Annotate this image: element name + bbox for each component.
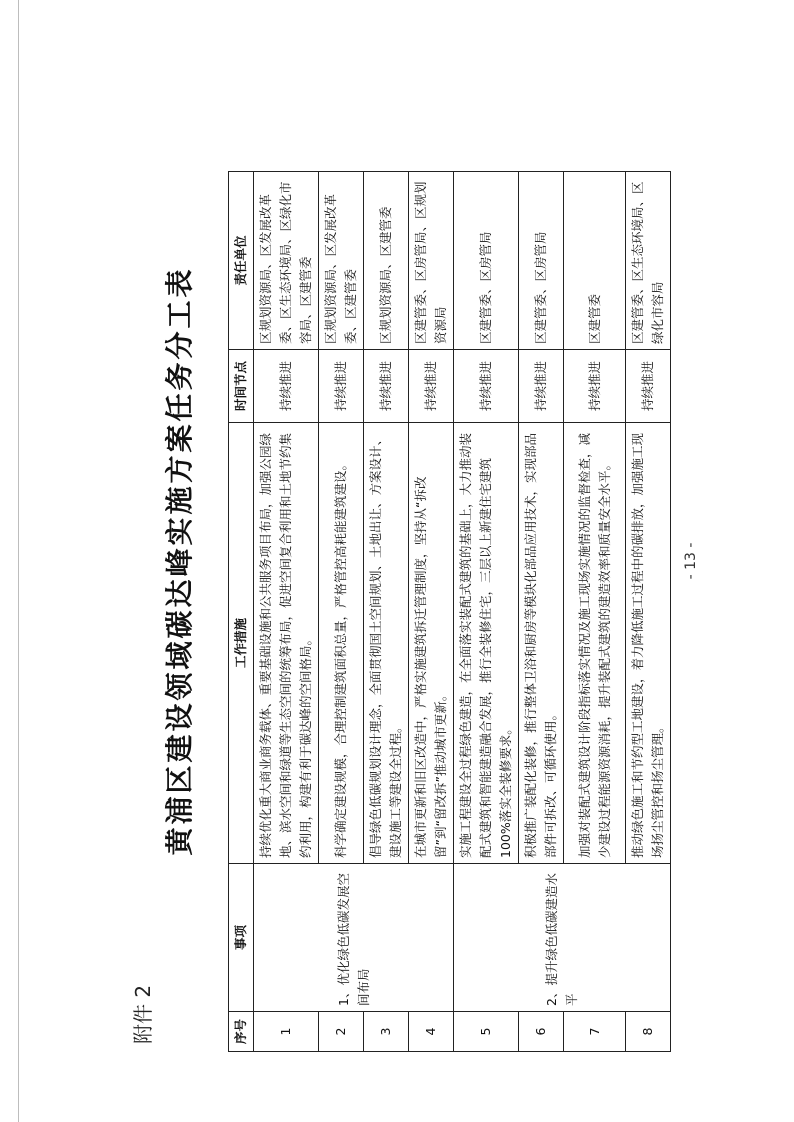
measure-cell: 持续优化重大商业商务载体、重要基础设施和公共服务项目布局，加强公园绿地、滨水空间和绿道等生态空间的统筹布局，促进空间复合利用和土地节约集约利用，构建有利于碳达峰的空间格局。 — [254, 423, 319, 864]
units-cell: 区建管委、区房管局 — [519, 172, 564, 350]
row-number: 2 — [319, 1012, 364, 1052]
table-header-row — [229, 172, 254, 1052]
measure-cell: 在城市更新和旧区改造中，严格实施建筑拆迁管理制度，坚持从“拆改留”到“留改拆”推动城市更新。 — [409, 423, 454, 864]
units-cell: 区规划资源局、区建管委 — [364, 172, 409, 350]
row-number: 8 — [626, 1012, 671, 1052]
scan-edge-line — [18, 0, 19, 1122]
measure-cell: 实施工程建设全过程绿色建造，在全面落实装配式建筑的基础上，大力推动装配式建筑和智能建造融合发展，推行全装修住宅，三层以上新建住宅建筑100%落实全装修要求。 — [454, 423, 519, 864]
page-number: - 13 - — [683, 542, 699, 580]
timeline-cell: 持续推进 — [364, 350, 409, 423]
timeline-cell: 持续推进 — [254, 350, 319, 423]
timeline-cell: 持续推进 — [454, 350, 519, 423]
header-timeline: 时间节点 — [229, 350, 254, 423]
row-number: 5 — [454, 1012, 519, 1052]
measure-cell: 积极推广装配化装修，推行整体卫浴和厨房等模块化部品应用技术，实现部品部件可拆改、可循环使用。 — [519, 423, 564, 864]
measure-cell: 推动绿色施工和节约型工地建设，着力降低施工过程中的碳排放，加强施工现场扬尘管控和扬尘管理。 — [626, 423, 671, 864]
header-no: 序号 — [229, 1012, 254, 1052]
page-title: 黄浦区建设领域碳达峰实施方案任务分工表 — [163, 266, 196, 856]
row-number: 1 — [254, 1012, 319, 1052]
units-cell: 区建管委、区生态环境局、区绿化市容局 — [626, 172, 671, 350]
timeline-cell: 持续推进 — [626, 350, 671, 423]
timeline-cell: 持续推进 — [409, 350, 454, 423]
units-cell: 区建管委、区房管局、区规划资源局 — [409, 172, 454, 350]
units-cell: 区规划资源局、区发展改革委、区生态环境局、区绿化市容局、区建管委 — [254, 172, 319, 350]
task-table — [228, 171, 671, 1052]
category-cell: 1、优化绿色低碳发展空间布局 — [254, 864, 454, 1012]
units-cell: 区规划资源局、区发展改革委、区建管委 — [319, 172, 364, 350]
header-item: 事项 — [229, 864, 254, 1012]
category-cell: 2、提升绿色低碳建造水平 — [454, 864, 671, 1012]
header-units: 责任单位 — [229, 172, 254, 350]
timeline-cell: 持续推进 — [564, 350, 626, 423]
table-row — [454, 172, 519, 1052]
measure-cell: 科学确定建设规模，合理控制建筑面积总量，严格管控高耗能建筑建设。 — [319, 423, 364, 864]
measure-cell: 加强对装配式建筑设计阶段指标落实情况及施工现场实施情况的监督检查，减少建设过程能源资源消耗，提升装配式建筑的建造效率和质量安全水平。 — [564, 423, 626, 864]
attachment-label: 附件 2 — [131, 984, 155, 1044]
row-number: 7 — [564, 1012, 626, 1052]
timeline-cell: 持续推进 — [319, 350, 364, 423]
row-number: 4 — [409, 1012, 454, 1052]
units-cell: 区建管委、区房管局 — [454, 172, 519, 350]
header-measure: 工作措施 — [229, 423, 254, 864]
row-number: 6 — [519, 1012, 564, 1052]
measure-cell: 倡导绿色低碳规划设计理念，全面贯彻国土空间规划、土地出让、方案设计、建设施工等建设全过程。 — [364, 423, 409, 864]
table-row — [254, 172, 319, 1052]
timeline-cell: 持续推进 — [519, 350, 564, 423]
units-cell: 区建管委 — [564, 172, 626, 350]
row-number: 3 — [364, 1012, 409, 1052]
